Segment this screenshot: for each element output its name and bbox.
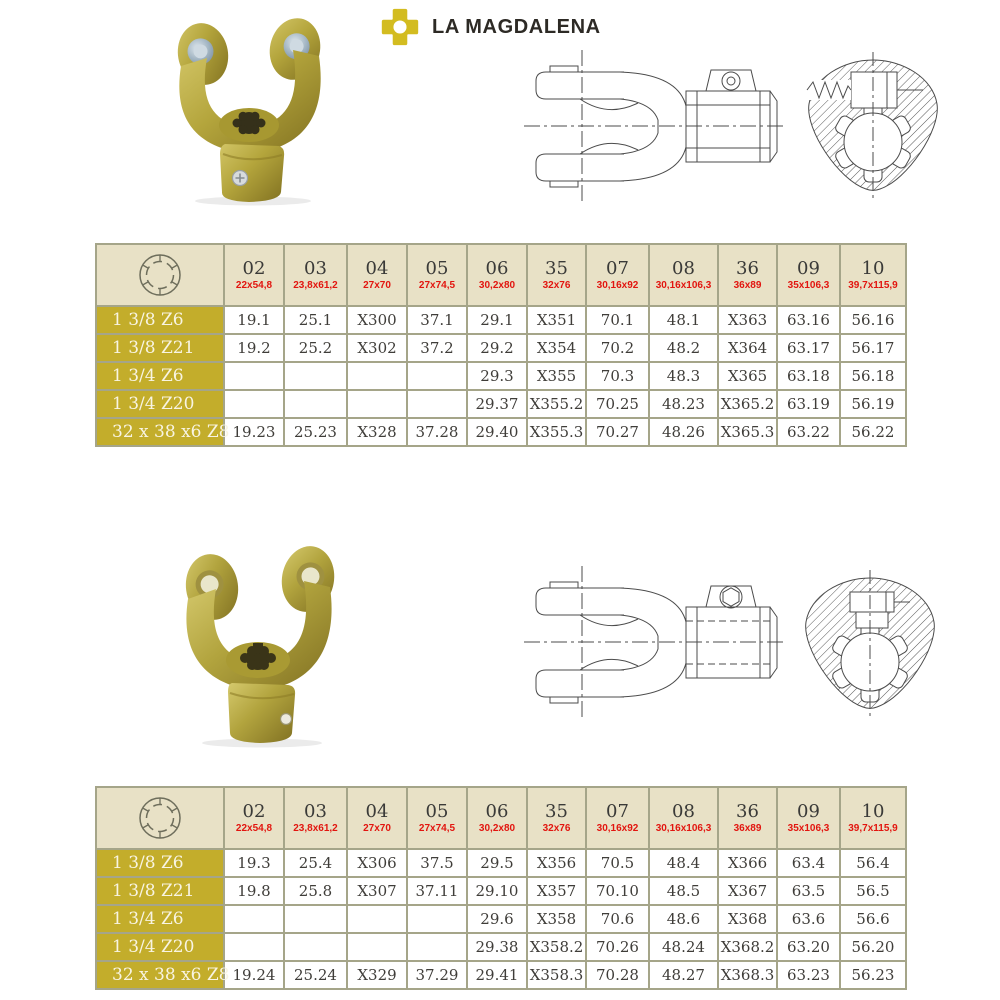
table-row <box>96 877 906 905</box>
table-row <box>96 905 906 933</box>
part-cell: 63.20 <box>777 933 840 961</box>
part-cell: 19.2 <box>224 334 284 362</box>
part-cell: 19.23 <box>224 418 284 446</box>
part-cell: X356 <box>527 849 586 877</box>
part-cell: 56.20 <box>840 933 906 961</box>
row-label: 1 3/4 Z20 <box>96 390 224 418</box>
part-cell: 63.18 <box>777 362 840 390</box>
column-dimensions: 32x76 <box>542 279 571 291</box>
column-code: 02 <box>242 800 266 822</box>
part-cell: 29.37 <box>467 390 527 418</box>
part-cell: X368.2 <box>718 933 777 961</box>
part-cell: 25.8 <box>284 877 347 905</box>
part-cell: X365 <box>718 362 777 390</box>
part-cell: 70.1 <box>586 306 649 334</box>
column-header <box>284 244 347 306</box>
part-cell: 25.1 <box>284 306 347 334</box>
part-cell: 70.25 <box>586 390 649 418</box>
part-cell: 29.41 <box>467 961 527 989</box>
part-cell: X355.2 <box>527 390 586 418</box>
column-header <box>586 787 649 849</box>
part-cell <box>347 390 407 418</box>
column-dimensions: 30,16x106,3 <box>655 279 712 291</box>
column-header <box>649 244 718 306</box>
column-code: 06 <box>485 257 509 279</box>
column-code: 08 <box>672 800 695 822</box>
column-code: 02 <box>242 257 266 279</box>
column-dimensions: 35x106,3 <box>787 279 830 291</box>
column-code: 06 <box>485 800 509 822</box>
column-code: 04 <box>365 257 389 279</box>
part-cell: 29.10 <box>467 877 527 905</box>
part-cell: 29.38 <box>467 933 527 961</box>
column-code: 35 <box>545 257 568 279</box>
bolt-block <box>851 72 897 108</box>
part-cell <box>224 933 284 961</box>
column-code: 07 <box>606 800 629 822</box>
column-code: 03 <box>304 800 327 822</box>
spline-profile-icon <box>133 795 187 841</box>
part-cell: 48.23 <box>649 390 718 418</box>
yoke-section-drawing-1 <box>793 50 955 202</box>
part-cell: 37.28 <box>407 418 467 446</box>
part-cell: 63.19 <box>777 390 840 418</box>
part-cell: X358.3 <box>527 961 586 989</box>
column-code: 36 <box>736 800 759 822</box>
column-header <box>718 787 777 849</box>
part-cell <box>284 905 347 933</box>
yoke-photo-1 <box>145 4 355 206</box>
row-label: 1 3/8 Z21 <box>96 334 224 362</box>
part-cell: 63.23 <box>777 961 840 989</box>
column-header <box>777 787 840 849</box>
part-cell: 29.1 <box>467 306 527 334</box>
part-cell: 70.2 <box>586 334 649 362</box>
table-row <box>96 334 906 362</box>
column-dimensions: 30,16x92 <box>596 822 639 834</box>
parts-table-1 <box>95 243 907 447</box>
yoke-side-drawing-2 <box>520 558 790 726</box>
part-cell: 63.22 <box>777 418 840 446</box>
column-dimensions: 30,2x80 <box>478 279 516 291</box>
column-dimensions: 30,16x92 <box>596 279 639 291</box>
row-label: 32 x 38 x6 Z8 <box>96 961 224 989</box>
column-header <box>467 787 527 849</box>
part-cell: 56.16 <box>840 306 906 334</box>
part-cell: 37.29 <box>407 961 467 989</box>
part-cell <box>347 362 407 390</box>
column-code: 05 <box>425 257 449 279</box>
part-cell: 56.23 <box>840 961 906 989</box>
column-header <box>649 787 718 849</box>
part-cell: 70.6 <box>586 905 649 933</box>
part-cell <box>407 933 467 961</box>
part-cell: X351 <box>527 306 586 334</box>
column-code: 10 <box>861 800 885 822</box>
part-cell: 19.3 <box>224 849 284 877</box>
column-dimensions: 30,16x106,3 <box>655 822 712 834</box>
part-cell: 48.24 <box>649 933 718 961</box>
column-header <box>347 244 407 306</box>
column-dimensions: 27x74,5 <box>418 822 456 834</box>
row-label: 1 3/8 Z21 <box>96 877 224 905</box>
column-dimensions: 23,8x61,2 <box>293 822 338 834</box>
part-cell: 48.1 <box>649 306 718 334</box>
part-cell: X367 <box>718 877 777 905</box>
part-cell: X358 <box>527 905 586 933</box>
part-cell: 63.6 <box>777 905 840 933</box>
header-row <box>96 787 906 849</box>
column-dimensions: 36x89 <box>733 822 762 834</box>
column-code: 07 <box>606 257 629 279</box>
part-cell: 56.5 <box>840 877 906 905</box>
column-code: 36 <box>736 257 759 279</box>
table-body <box>96 306 906 446</box>
table-row <box>96 418 906 446</box>
column-dimensions: 32x76 <box>542 822 571 834</box>
hub-screw <box>233 171 248 186</box>
column-dimensions: 39,7x115,9 <box>848 279 898 291</box>
table-row <box>96 362 906 390</box>
yoke-section-drawing-2 <box>790 568 952 720</box>
part-cell: X354 <box>527 334 586 362</box>
part-cell <box>407 905 467 933</box>
column-code: 04 <box>365 800 389 822</box>
part-cell: X366 <box>718 849 777 877</box>
column-dimensions: 22x54,8 <box>235 279 273 291</box>
part-cell: 48.5 <box>649 877 718 905</box>
part-cell: 56.6 <box>840 905 906 933</box>
part-cell: X363 <box>718 306 777 334</box>
part-cell: 29.3 <box>467 362 527 390</box>
column-header <box>347 787 407 849</box>
part-cell <box>407 362 467 390</box>
part-cell: 48.26 <box>649 418 718 446</box>
column-code: 05 <box>425 800 449 822</box>
part-cell: X355 <box>527 362 586 390</box>
part-cell: 48.4 <box>649 849 718 877</box>
part-cell: 19.1 <box>224 306 284 334</box>
part-cell: X306 <box>347 849 407 877</box>
column-code: 09 <box>797 800 820 822</box>
part-cell: 37.5 <box>407 849 467 877</box>
column-dimensions: 27x70 <box>363 279 391 291</box>
part-cell: X358.2 <box>527 933 586 961</box>
part-cell: X368 <box>718 905 777 933</box>
part-cell <box>347 933 407 961</box>
part-cell: 70.28 <box>586 961 649 989</box>
part-cell: X300 <box>347 306 407 334</box>
part-cell <box>284 933 347 961</box>
column-code: 08 <box>672 257 695 279</box>
part-cell: X328 <box>347 418 407 446</box>
part-cell: 70.27 <box>586 418 649 446</box>
part-cell: 56.19 <box>840 390 906 418</box>
table-body <box>96 849 906 989</box>
part-cell: 70.3 <box>586 362 649 390</box>
part-cell: 70.10 <box>586 877 649 905</box>
row-label: 1 3/4 Z6 <box>96 362 224 390</box>
part-cell: 70.5 <box>586 849 649 877</box>
part-cell: X302 <box>347 334 407 362</box>
column-header <box>224 787 284 849</box>
column-dimensions: 30,2x80 <box>478 822 516 834</box>
brand-header <box>380 7 601 47</box>
column-header <box>467 244 527 306</box>
part-cell: 25.24 <box>284 961 347 989</box>
part-cell: X365.2 <box>718 390 777 418</box>
part-cell: 56.18 <box>840 362 906 390</box>
part-cell: 63.5 <box>777 877 840 905</box>
part-cell: X329 <box>347 961 407 989</box>
column-header <box>586 244 649 306</box>
column-header <box>527 244 586 306</box>
column-code: 03 <box>304 257 327 279</box>
part-cell: 29.40 <box>467 418 527 446</box>
part-cell: X368.3 <box>718 961 777 989</box>
part-cell: X355.3 <box>527 418 586 446</box>
column-code: 09 <box>797 257 820 279</box>
table-row <box>96 933 906 961</box>
hub-bolt <box>281 714 292 725</box>
column-header <box>224 244 284 306</box>
part-cell: 37.11 <box>407 877 467 905</box>
part-cell: 56.22 <box>840 418 906 446</box>
part-cell: 19.24 <box>224 961 284 989</box>
row-label: 1 3/8 Z6 <box>96 849 224 877</box>
column-dimensions: 22x54,8 <box>235 822 273 834</box>
part-cell: 37.2 <box>407 334 467 362</box>
spline-profile-icon-cell <box>96 787 224 849</box>
part-cell <box>284 362 347 390</box>
part-cell: 63.16 <box>777 306 840 334</box>
part-cell <box>407 390 467 418</box>
brand-name: LA MAGDALENA <box>432 15 601 38</box>
part-cell: 25.23 <box>284 418 347 446</box>
column-header <box>840 244 906 306</box>
column-code: 10 <box>861 257 885 279</box>
row-label: 1 3/4 Z20 <box>96 933 224 961</box>
column-header <box>407 244 467 306</box>
part-cell: 19.8 <box>224 877 284 905</box>
row-label: 32 x 38 x6 Z8 <box>96 418 224 446</box>
part-cell: 29.5 <box>467 849 527 877</box>
part-cell <box>347 905 407 933</box>
cross-journal-icon <box>380 7 420 47</box>
table-row <box>96 390 906 418</box>
yoke-photo-2 <box>150 527 370 749</box>
column-code: 35 <box>545 800 568 822</box>
column-dimensions: 39,7x115,9 <box>848 822 898 834</box>
part-cell: 70.26 <box>586 933 649 961</box>
part-cell: X364 <box>718 334 777 362</box>
row-label: 1 3/8 Z6 <box>96 306 224 334</box>
part-cell: 56.17 <box>840 334 906 362</box>
column-dimensions: 35x106,3 <box>787 822 830 834</box>
spline-profile-icon-cell <box>96 244 224 306</box>
column-header <box>284 787 347 849</box>
part-cell: 63.4 <box>777 849 840 877</box>
parts-table-2 <box>95 786 907 990</box>
column-header <box>407 787 467 849</box>
part-cell: 48.27 <box>649 961 718 989</box>
part-cell: X307 <box>347 877 407 905</box>
column-header <box>718 244 777 306</box>
part-cell: 29.2 <box>467 334 527 362</box>
table-row <box>96 849 906 877</box>
table-row <box>96 306 906 334</box>
part-cell: X365.3 <box>718 418 777 446</box>
part-cell: 48.6 <box>649 905 718 933</box>
column-dimensions: 36x89 <box>733 279 762 291</box>
column-header <box>527 787 586 849</box>
part-cell <box>224 905 284 933</box>
part-cell: 29.6 <box>467 905 527 933</box>
part-cell: 56.4 <box>840 849 906 877</box>
column-header <box>840 787 906 849</box>
header-row <box>96 244 906 306</box>
part-cell: 37.1 <box>407 306 467 334</box>
column-header <box>777 244 840 306</box>
column-dimensions: 27x74,5 <box>418 279 456 291</box>
column-dimensions: 27x70 <box>363 822 391 834</box>
yoke-side-drawing-1 <box>520 42 790 210</box>
part-cell <box>284 390 347 418</box>
table-row <box>96 961 906 989</box>
part-cell: 48.3 <box>649 362 718 390</box>
part-cell: 48.2 <box>649 334 718 362</box>
part-cell: 25.4 <box>284 849 347 877</box>
spline-profile-icon <box>133 252 187 298</box>
part-cell: X357 <box>527 877 586 905</box>
column-dimensions: 23,8x61,2 <box>293 279 338 291</box>
part-cell: 63.17 <box>777 334 840 362</box>
row-label: 1 3/4 Z6 <box>96 905 224 933</box>
part-cell <box>224 362 284 390</box>
part-cell <box>224 390 284 418</box>
part-cell: 25.2 <box>284 334 347 362</box>
